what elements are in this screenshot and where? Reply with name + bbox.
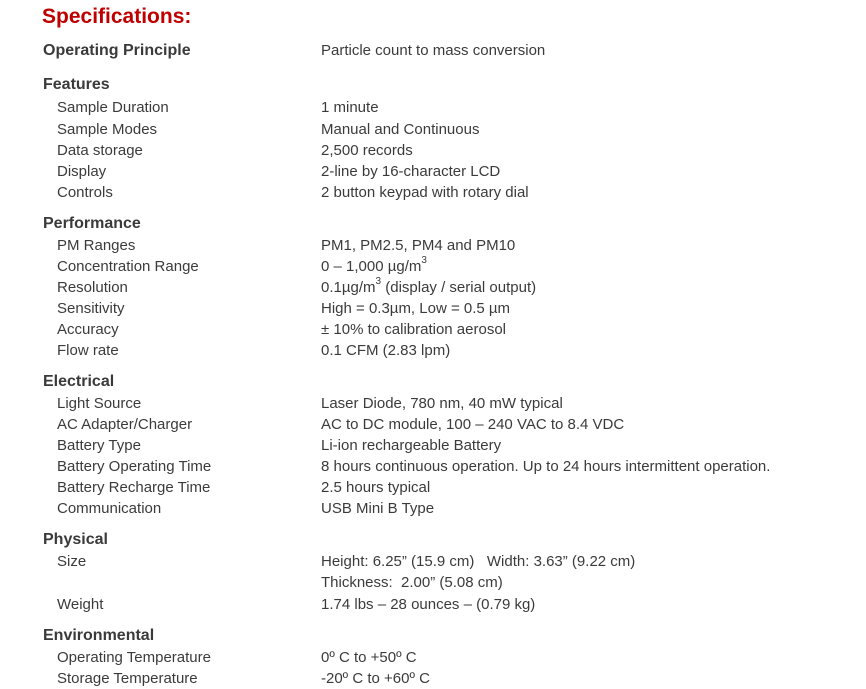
spec-value: 0º C to +50º C [321,649,417,666]
spec-label: AC Adapter/Charger [57,416,193,433]
spec-row [0,551,866,572]
resolution-value-text: 0.1µg/m [321,279,376,296]
spec-row [0,235,866,256]
spec-label: Weight [57,596,104,613]
spec-value [321,277,536,298]
section-physical [0,529,866,550]
spec-row [0,256,866,277]
spec-label: Communication [57,500,162,517]
environmental-heading: Environmental [43,627,155,644]
section-features [0,74,866,95]
concentration-value-text: 0 – 1,000 µg/m [321,258,422,275]
page-title: Specifications: [42,5,192,28]
physical-heading: Physical [43,531,108,548]
spec-label: Operating Temperature [57,649,211,666]
spec-label: PM Ranges [57,237,136,254]
spec-row [0,340,866,361]
spec-row [0,140,866,161]
spec-value: 0.1 CFM (2.83 lpm) [321,342,451,359]
spec-value: 1.74 lbs – 28 ounces – (0.79 kg) [321,596,536,613]
spec-label: Display [57,163,107,180]
spec-row [0,594,866,615]
spec-value: 2-line by 16-character LCD [321,163,501,180]
spec-label: Accuracy [57,321,119,338]
spec-label: Storage Temperature [57,670,198,687]
spec-value: ± 10% to calibration aerosol [321,321,507,338]
spec-label: Battery Recharge Time [57,479,211,496]
features-heading: Features [43,76,110,93]
section-environmental [0,625,866,646]
spec-label: Sample Modes [57,121,158,138]
spec-value: High = 0.3µm, Low = 0.5 µm [321,300,511,317]
spec-row [0,97,866,118]
spec-value: Manual and Continuous [321,121,480,138]
spec-value: Laser Diode, 780 nm, 40 mW typical [321,395,563,412]
operating-principle-value: Particle count to mass conversion [321,42,546,59]
spec-value: 2.5 hours typical [321,479,431,496]
superscript: 3 [375,276,382,287]
spec-row [0,393,866,414]
spec-label: Size [57,553,87,570]
spec-value: Height: 6.25” (15.9 cm) Width: 3.63” (9.22 cm) [321,553,636,570]
spec-row [0,161,866,182]
spec-row [0,498,866,519]
superscript: 3 [421,255,427,266]
spec-row [0,647,866,668]
spec-label: Battery Type [57,437,141,454]
spec-row [0,298,866,319]
spec-row [0,277,866,298]
spec-row [0,477,866,498]
spec-row-continued [0,572,866,593]
spec-row [0,435,866,456]
spec-value [321,256,427,277]
spec-label: Controls [57,184,113,201]
spec-label: Sensitivity [57,300,125,317]
spec-label: Flow rate [57,342,119,359]
spec-value: PM1, PM2.5, PM4 and PM10 [321,237,516,254]
spec-row [0,456,866,477]
resolution-value-suffix: (display / serial output) [381,279,537,296]
spec-value: 2 button keypad with rotary dial [321,184,529,201]
spec-value: 1 minute [321,99,379,116]
spec-value: 8 hours continuous operation. Up to 24 hours intermittent operation. [321,458,771,475]
spec-label: Data storage [57,142,143,159]
spec-value: 2,500 records [321,142,413,159]
performance-heading: Performance [43,215,141,232]
section-electrical [0,371,866,392]
spec-value: -20º C to +60º C [321,670,430,687]
spec-value: AC to DC module, 100 – 240 VAC to 8.4 VDC [321,416,625,433]
spec-value: USB Mini B Type [321,500,435,517]
spec-row [0,182,866,203]
operating-principle-heading: Operating Principle [43,42,191,59]
section-performance [0,213,866,234]
spec-value: Thickness: 2.00” (5.08 cm) [321,574,503,591]
spec-row [0,119,866,140]
spec-value: Li-ion rechargeable Battery [321,437,502,454]
electrical-heading: Electrical [43,373,115,390]
spec-label: Light Source [57,395,142,412]
spec-label: Resolution [57,279,128,296]
spec-label: Battery Operating Time [57,458,212,475]
spec-row-operating-principle [0,40,866,61]
spec-label: Sample Duration [57,99,169,116]
spec-row [0,414,866,435]
spec-label: Concentration Range [57,258,199,275]
spec-row [0,319,866,340]
